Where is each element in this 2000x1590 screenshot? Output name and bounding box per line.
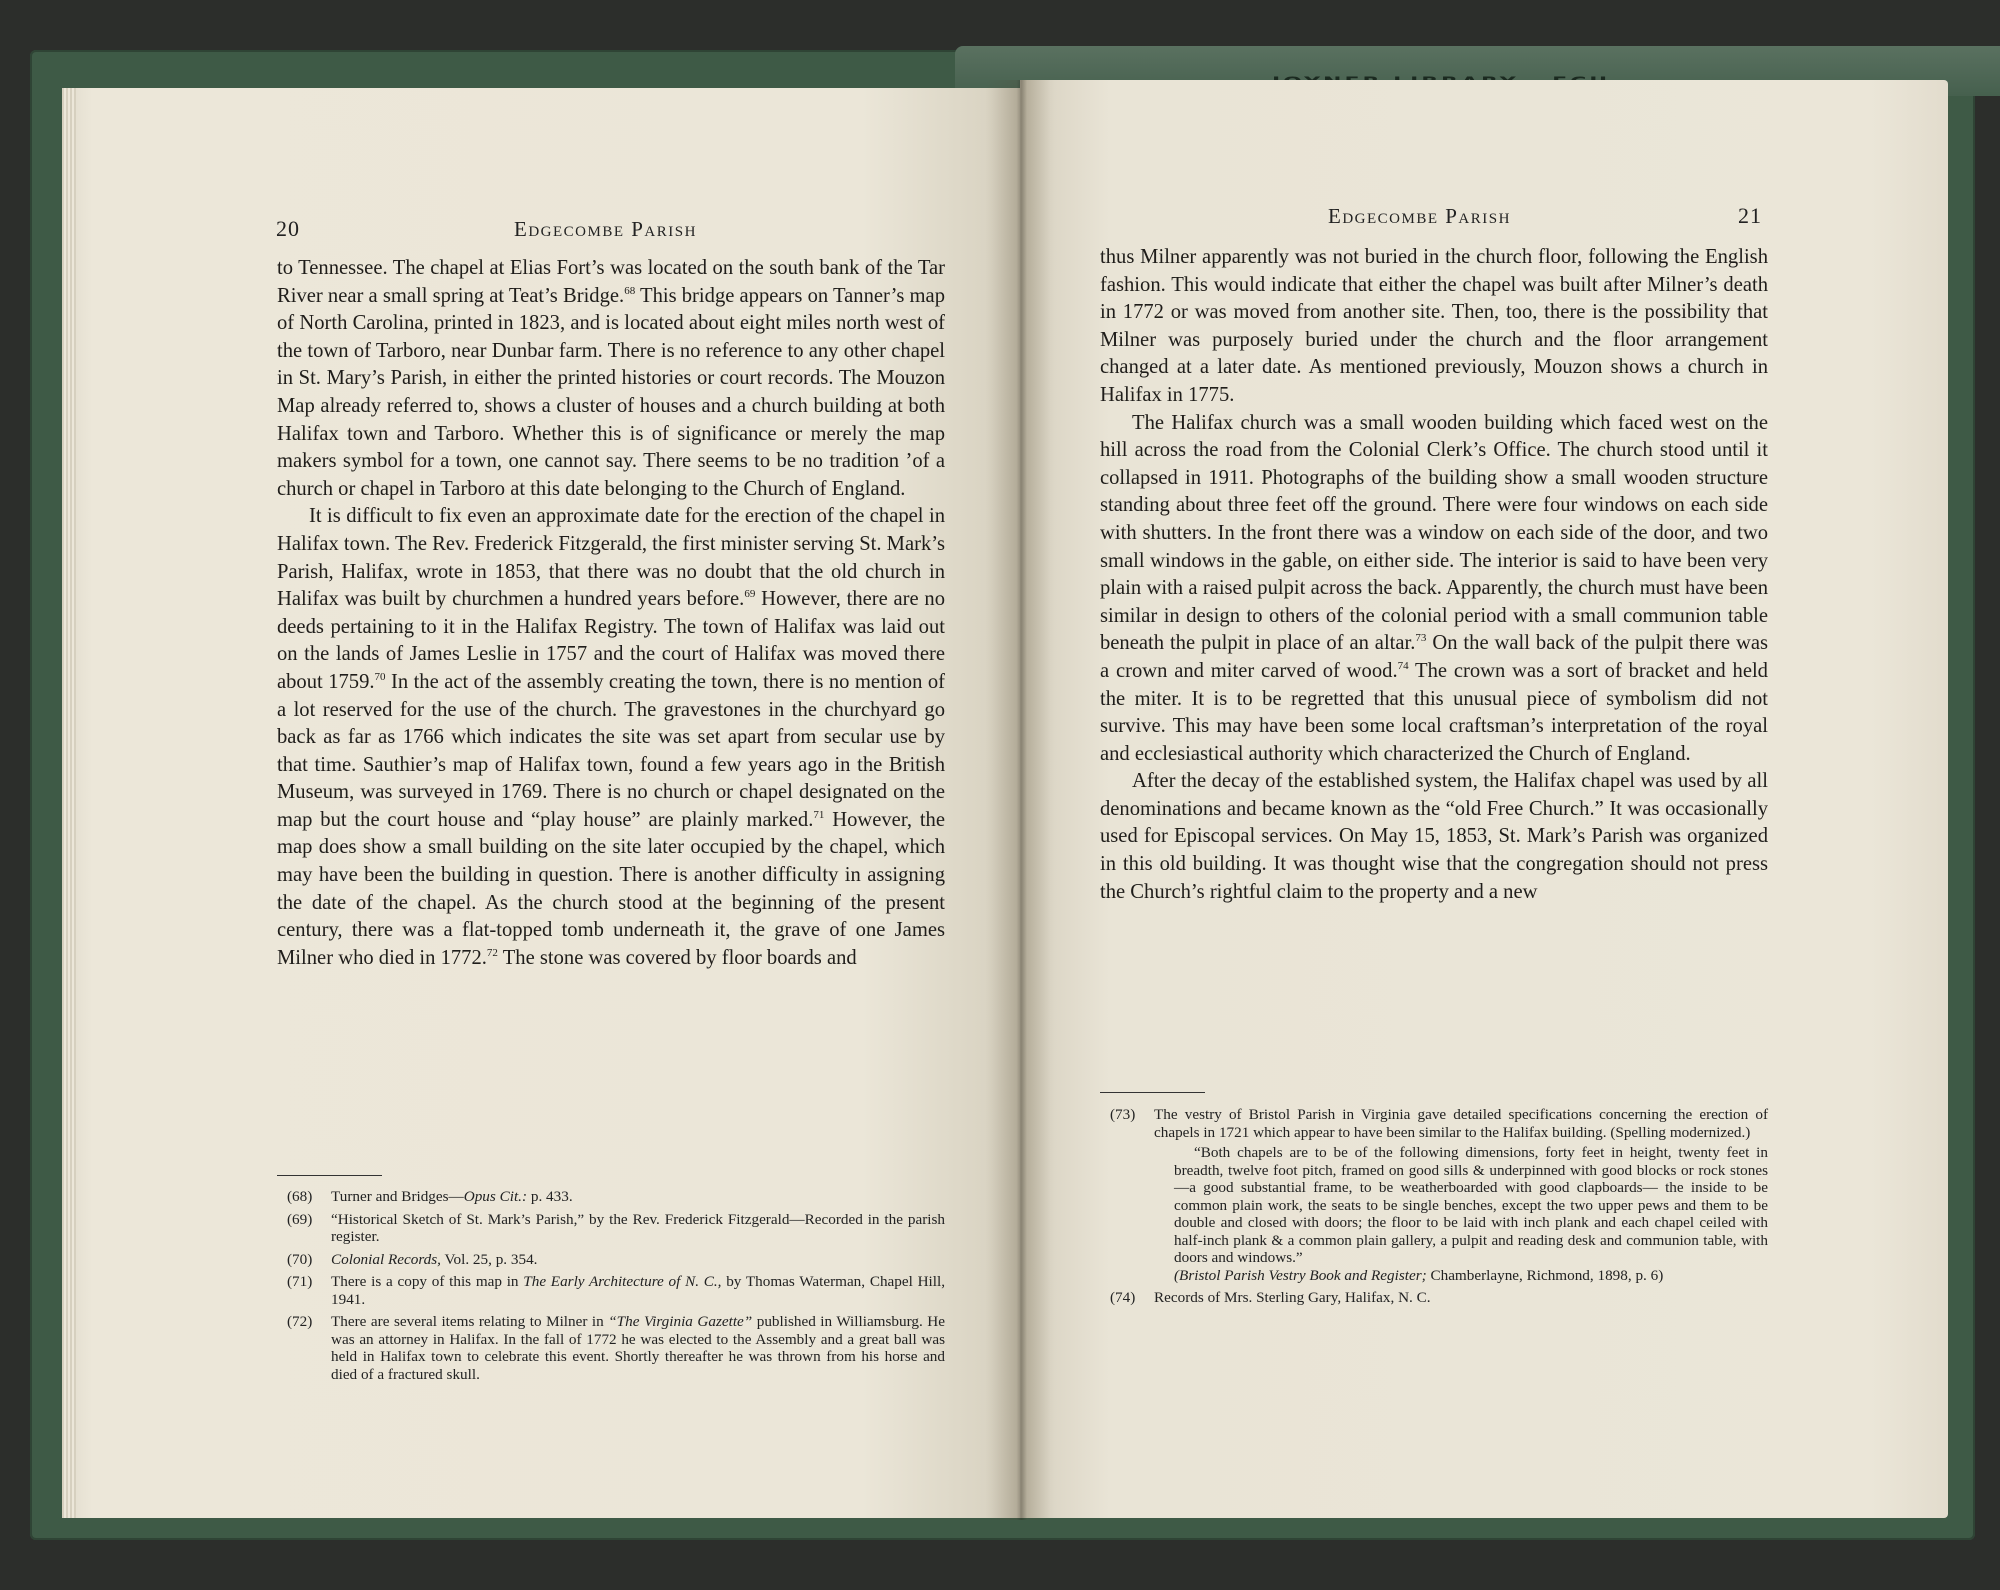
- right-running-head: Edgecombe Parish: [1328, 204, 1511, 228]
- fn-pre: “Historical Sketch of St. Mark’s Parish,” by the Rev. Frederick Fitzgerald—Recorded in the parish register.: [331, 1210, 945, 1245]
- left-p1-start: to Tennessee. The chapel at Elias Fort’s was located on the south bank of the Tar River near a small spring at Teat’s Bridge.: [277, 257, 945, 307]
- fn-post: published in Williamsburg. He was an attorney in Halifax. In the fall of 1772 he was elected to the Assembly and a great ball was held in Halifax town to celebrate this event. Shortly thereafter he was thrown from his horse and died of a fractured skull.: [331, 1313, 945, 1383]
- fn73-cite-title: (Bristol Parish Vestry Book and Register;: [1174, 1266, 1427, 1284]
- fn73-intro: The vestry of Bristol Parish in Virginia gave detailed specifications concerning the erection of chapels in 1721 which appear to have been similar to the Halifax building. (Spelling modernized.): [1154, 1106, 1768, 1141]
- right-p2-a: The Halifax church was a small wooden building which faced west on the hill across the road from the Colonial Clerk’s Office. The church stood until it collapsed in 1911. Photographs of the building show a small wooden structure standing about three feet off the ground. There were four windows on each side with shutters. In the front there was a window on each side of the door, and two small windows in the gable, on either side. The interior is said to have been very plain with a raised pulpit across the back. Apparently, the church must have been similar in design to others of the colonial period with a small communion table beneath the pulpit in place of an altar.: [1100, 411, 1768, 655]
- footnote-number: (70): [287, 1250, 313, 1268]
- fn-ital: “The Virginia Gazette”: [608, 1313, 753, 1330]
- right-footnotes: [1110, 1106, 1768, 1312]
- left-page-number: 20: [276, 216, 300, 241]
- fn-pre: Turner and Bridges—: [331, 1188, 464, 1205]
- footnote-68: [287, 1188, 945, 1206]
- right-p2-c: The crown was a sort of bracket and held the miter. It is to be regretted that this unusual piece of symbolism did not survive. This may have been some local craftsman’s interpretation of the royal and ecclesiastical authority which characterized the Church of England.: [1100, 659, 1768, 765]
- footnote-ref-68: 68: [624, 284, 636, 297]
- left-p2-mid3: However, the map does show a small building on the site later occupied by the chapel, which may have been the building in question. There is another difficulty in assigning the date of the chapel. As the church stood at the beginning of the present century, there was a flat-topped tomb underneath it, the grave of one James Milner who died in 1772.: [277, 808, 945, 969]
- footnote-70: [287, 1251, 945, 1269]
- footnote-ref-74: 74: [1397, 659, 1409, 672]
- right-paragraph-3: After the decay of the established system, the Halifax chapel was used by all denominations and became known as the “old Free Church.” It was occasionally used for Episcopal services. On May 15, 1853, St. Mark’s Parish was organized in this old building. It was thought wise that the congregation should not press the Church’s rightful claim to the property and a new: [1100, 770, 1768, 903]
- page-edges: [62, 88, 76, 1518]
- footnote-number: (71): [287, 1273, 313, 1290]
- left-p2-mid2: In the act of the assembly creating the town, there is no mention of a lot reserved for the use of the church. The gravestones in the churchyard go back as far as 1766 which indicates the site was set apart from secular use by that time. Sauthier’s map of Halifax town, found a few years ago in the British Museum, was surveyed in 1769. There is no church or chapel designated on the map but the court house and “play house” are plainly marked.: [277, 670, 945, 831]
- gutter-shadow: [985, 80, 1055, 1520]
- footnote-number: (69): [287, 1210, 313, 1228]
- footnote-text: Records of Mrs. Sterling Gary, Halifax, N. C.: [1154, 1289, 1431, 1306]
- right-footnote-rule: [1100, 1092, 1205, 1093]
- fn-post: Vol. 25, p. 354.: [440, 1250, 538, 1268]
- footnote-ref-69: 69: [744, 588, 756, 601]
- right-page-number: 21: [1738, 203, 1762, 228]
- right-body-text: [1100, 244, 1768, 906]
- fn-pre: There is a copy of this map in: [331, 1273, 524, 1290]
- footnote-number: (74): [1110, 1289, 1136, 1306]
- footnote-text: [331, 1313, 945, 1383]
- left-p2-start: It is difficult to fix even an approximate date for the erection of the chapel in Halifax town. The Rev. Frederick Fitzgerald, the first minister serving St. Mark’s Parish, Halifax, wrote in 1853, that there was no doubt that the old church in Halifax was built by churchmen a hundred years before.: [277, 505, 946, 611]
- left-paragraph-2: [277, 503, 945, 972]
- footnote-69: [287, 1211, 945, 1246]
- fn-ital: Colonial Records,: [331, 1250, 441, 1268]
- footnote-number: (68): [287, 1188, 313, 1205]
- fn-ital: Opus Cit.:: [463, 1188, 528, 1205]
- footnote-number: (72): [287, 1313, 313, 1330]
- right-paragraph-1: thus Milner apparently was not buried in the church floor, following the English fashion. This would indicate that either the chapel was built after Milner’s death in 1772 or was moved from another site. Then, too, there is the possibility that Milner was purposely buried under the church and the floor arrangement changed at a later date. As mentioned previously, Mouzon shows a church in Halifax in 1775.: [1100, 246, 1768, 406]
- fn-pre: There are several items relating to Milner in: [331, 1313, 609, 1330]
- fn-ital: The Early Architecture of N. C.,: [523, 1273, 722, 1290]
- footnote-72: [287, 1313, 945, 1383]
- footnote-text: [331, 1273, 945, 1308]
- footnote-text: [331, 1251, 945, 1269]
- left-body-text: [277, 255, 945, 972]
- fn-post: by Thomas Waterman, Chapel Hill, 1941.: [331, 1273, 945, 1308]
- left-paragraph-1: [277, 255, 945, 503]
- left-footnote-rule: [277, 1175, 382, 1176]
- right-paragraph-2: [1100, 410, 1768, 769]
- fn73-quote: [1174, 1144, 1768, 1284]
- fn73-cite-rest: Chamberlayne, Richmond, 1898, p. 6): [1426, 1266, 1664, 1284]
- left-p1-rest: This bridge appears on Tanner’s map of North Carolina, printed in 1823, and is located about eight miles north west of the town of Tarboro, near Dunbar farm. There is no reference to any other chapel in St. Mary’s Parish, in either the printed histories or court records. The Mouzon Map already referred to, shows a cluster of houses and a church building at both Halifax town and Tarboro. Whether this is of significance or merely the map makers symbol for a town, one cannot say. There seems to be no tradition ’of a church or chapel in Tarboro at this date belonging to the Church of England.: [277, 284, 945, 500]
- left-footnotes: [287, 1188, 945, 1388]
- fn73-quote-text: “Both chapels are to be of the following dimensions, forty feet in height, twenty feet in breadth, twelve foot pitch, framed on good sills & underpinned with good blocks or rock stones—a good substantial frame, to be weatherboarded with good clapboards— the inside to be common plain work, the seats to be single benches, except the two upper pews and them to be double and closed with doors; the floor to be laid with inch plank and each chapel ceiled with half-inch plank & a common plain gallery, a pulpit and reading desk and communion table, with doors and windows.”: [1174, 1144, 1768, 1266]
- left-running-head: Edgecombe Parish: [514, 217, 697, 241]
- footnote-ref-70: 70: [374, 670, 386, 683]
- right-p2-b: On the wall back of the pulpit there was a crown and miter carved of wood.: [1100, 632, 1768, 682]
- fn-post: p. 433.: [527, 1188, 573, 1205]
- left-p2-end: The stone was covered by floor boards and: [497, 946, 857, 969]
- footnote-ref-73: 73: [1415, 632, 1427, 645]
- footnote-71: [287, 1273, 945, 1308]
- footnote-ref-71: 71: [813, 808, 825, 821]
- footnote-text: [331, 1188, 945, 1206]
- footnote-ref-72: 72: [486, 946, 498, 959]
- footnote-number: (73): [1110, 1106, 1136, 1123]
- footnote-73: [1110, 1106, 1768, 1284]
- left-p2-mid1: However, there are no deeds pertaining to it in the Halifax Registry. The town of Halifax was laid out on the lands of James Leslie in 1757 and the court of Halifax was moved there about 1759.: [277, 588, 945, 693]
- footnote-text: [1154, 1106, 1768, 1284]
- footnote-74: [1110, 1289, 1768, 1307]
- footnote-text: [331, 1211, 945, 1246]
